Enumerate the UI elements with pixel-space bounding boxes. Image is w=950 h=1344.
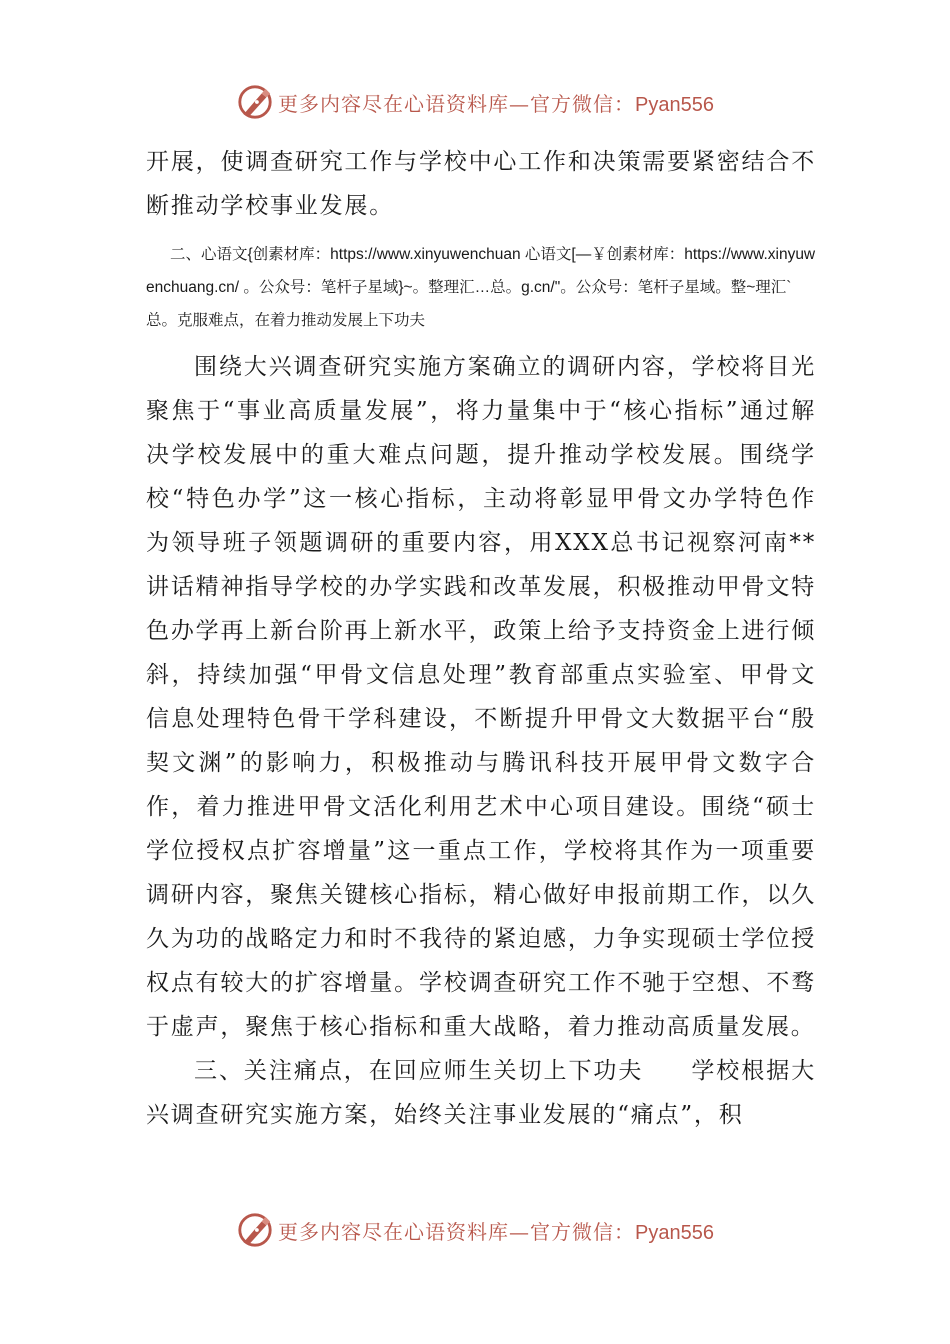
section-three-heading: 三、关注痛点，在回应师生关切上下功夫 — [194, 1058, 644, 1084]
wechat-id: Pyan556 — [635, 1221, 714, 1244]
section-three-body: 学校根据大兴调查研究实施方案，始终关注事业发展的“痛点”，积 — [146, 1058, 816, 1128]
header-banner — [0, 80, 950, 124]
banner-text: 更多内容尽在心语资料库—官方微信：Pyan556 — [278, 91, 714, 116]
pen-logo-icon — [236, 83, 274, 121]
footer-banner — [0, 1208, 950, 1252]
paragraph-section-two: 围绕大兴调查研究实施方案确立的调研内容，学校将目光聚焦于“事业高质量发展”，将力量集中于“核心指标”通过解决学校发展中的重大难点问题，提升推动学校发展。围绕学校“特色办学”这一核心指标，主动将彰显甲骨文办学特色作为领导班子领题调研的重要内容，用XXX总书记视察河南**讲话精神指导学校的办学实践和改革发展，积极推动甲骨文特色办学再上新台阶再上新水平，政策上给予支持资金上进行倾斜，持续加强“甲骨文信息处理”教育部重点实验室、甲骨文信息处理特色骨干学科建设，不断提升甲骨文大数据平台“殷契文渊”的影响力，积极推动与腾讯科技开展甲骨文数字合作，着力推进甲骨文活化利用艺术中心项目建设。围绕“硕士学位授权点扩容增量”这一重点工作，学校将其作为一项重要调研内容，聚焦关键核心指标，精心做好申报前期工作，以久久为功的战略定力和时不我待的紧迫感，力争实现硕士学位授权点有较大的扩容增量。学校调查研究工作不驰于空想、不骛于虚声，聚焦于核心指标和重大战略，着力推动高质量发展。 — [146, 354, 816, 1040]
section-heading-watermarked: 二、心语文{创素材库：https://www.xinyuwenchuan 心语文[—￥创素材库：https://www.xinyuwenchuang.cn/ 。公众号：笔杆子星域}~。整理汇…总。g.cn/"。公众号：笔杆子星域。整~理汇`总。克服难点，在着力推动发展上下功夫 — [146, 246, 816, 329]
paragraph-continuation: 开展，使调查研究工作与学校中心工作和决策需要紧密结合不断推动学校事业发展。 — [146, 149, 816, 219]
banner-text: 更多内容尽在心语资料库—官方微信：Pyan556 — [278, 1219, 714, 1244]
wechat-id: Pyan556 — [635, 93, 714, 116]
paragraph-section-three — [146, 1049, 816, 1137]
pen-logo-icon — [236, 1211, 274, 1249]
document-body — [146, 140, 816, 1137]
